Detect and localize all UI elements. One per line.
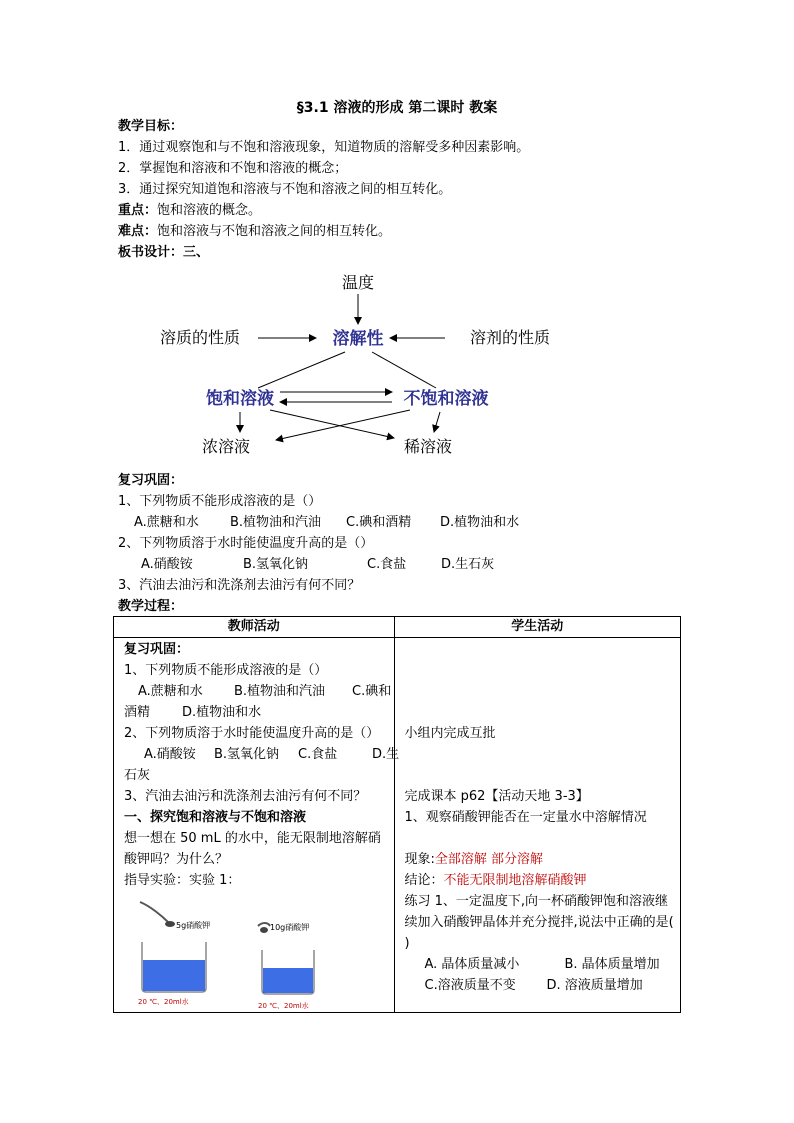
teacher-think-line2: 酸钾吗？为什么？ — [124, 852, 229, 867]
teacher-q1-opt-b: B.植物油和汽油 — [234, 684, 326, 699]
col-student-header: 学生活动 — [394, 617, 681, 638]
temperature-label: 温度 — [341, 273, 375, 292]
q1-option-c: C.碘和酒精 — [346, 515, 412, 530]
teacher-q1: 1、下列物质不能形成溶液的是（） — [124, 663, 328, 678]
teacher-guide: 指导实验：实验 1： — [124, 873, 241, 888]
review-heading: 复习巩固： — [118, 473, 184, 488]
key-point-text: 饱和溶液的概念。 — [157, 203, 262, 218]
line-solubility-saturated — [258, 352, 345, 388]
concentrated-label: 浓溶液 — [201, 437, 251, 456]
beaker-1-caption: 20 ℃、20ml水 — [138, 998, 189, 1006]
q1-option-a: A.蔗糖和水 — [134, 515, 199, 530]
solute-nature-label: 溶质的性质 — [159, 328, 241, 347]
key-point-label: 重点： — [118, 203, 158, 218]
arrow-unsaturated-dilute — [434, 412, 440, 432]
beaker-1-label: 5g硝酸钾 — [176, 921, 211, 930]
student-activity: 完成课本 p62【活动天地 3-3】 — [404, 789, 589, 804]
beaker-illustration-1 — [132, 896, 232, 1008]
unsaturated-label: 不饱和溶液 — [403, 389, 489, 409]
teacher-q2-opt-a: A.硝酸铵 — [144, 747, 196, 762]
teacher-q1-opt-c-cont: 酒精 — [124, 705, 151, 720]
teacher-q1-opt-d: D.植物油和水 — [182, 705, 262, 720]
student-conclusion — [405, 870, 587, 891]
teacher-q1-opt-c: C.碘和 — [352, 684, 392, 699]
spatula-2-head — [260, 927, 268, 933]
dilute-label: 稀溶液 — [403, 437, 453, 456]
solvent-nature-label: 溶剂的性质 — [469, 328, 551, 347]
table-header-row — [114, 617, 681, 638]
q2-option-b: B.氢氧化钠 — [243, 557, 309, 572]
phenomenon-label: 现象: — [404, 852, 435, 867]
solubility-label: 溶解性 — [332, 329, 384, 349]
process-heading: 教学过程： — [118, 599, 184, 614]
student-peer-check: 小组内完成互批 — [404, 726, 496, 741]
key-point — [118, 201, 261, 221]
q1-option-b: B.植物油和汽油 — [230, 515, 322, 530]
col-teacher-header: 教师活动 — [114, 617, 395, 638]
teacher-q3: 3、汽油去油污和洗涤剂去油污有何不同？ — [124, 789, 367, 804]
teacher-cell — [114, 638, 400, 1013]
review-q3: 3、汽油去油污和洗涤剂去油污有何不同？ — [118, 578, 361, 593]
conclusion-value: 不能无限制地溶解硝酸钾 — [443, 873, 587, 888]
student-phenomenon — [405, 849, 544, 870]
teacher-q2-opt-d: D.生 — [372, 747, 400, 762]
beaker-illustration-2 — [252, 918, 342, 1012]
concept-diagram — [140, 268, 560, 468]
process-table — [113, 616, 681, 1013]
q2-option-d: D.生石灰 — [441, 557, 495, 572]
student-option-b: B. 晶体质量增加 — [564, 957, 660, 972]
teacher-q1-opt-a: A.蔗糖和水 — [138, 684, 203, 699]
teacher-review-heading: 复习巩固： — [124, 642, 190, 657]
beaker-2-caption: 20 ℃、20ml水 — [258, 1002, 309, 1010]
q1-option-d: D.植物油和水 — [440, 515, 520, 530]
teacher-q2-options-line2: 石灰 — [124, 768, 151, 783]
spatula-1 — [140, 902, 168, 922]
objective-3: 3．通过探究知道饱和溶液与不饱和溶液之间的相互转化。 — [118, 182, 452, 197]
arrow-saturated-dilute — [270, 410, 394, 438]
difficulty-text: 饱和溶液与不饱和溶液之间的相互转化。 — [157, 224, 392, 239]
spatula-1-head — [165, 921, 175, 927]
spatula-2 — [258, 923, 270, 926]
conclusion-label: 结论： — [404, 873, 444, 888]
q2-option-c: C.食盐 — [367, 557, 407, 572]
student-option-d: D. 溶液质量增加 — [546, 978, 643, 993]
objective-1: 1．通过观察饱和与不饱和溶液现象，知道物质的溶解受多种因素影响。 — [118, 140, 530, 155]
teacher-q2-opt-c: C.食盐 — [298, 747, 338, 762]
table-row — [114, 638, 681, 1013]
review-q1: 1、下列物质不能形成溶液的是（） — [118, 494, 322, 509]
board-design-heading: 板书设计：三、 — [118, 245, 210, 260]
phenomenon-value: 全部溶解 部分溶解 — [434, 852, 544, 867]
beaker-2-water — [263, 968, 313, 993]
teacher-think-line1: 想一想在 50 mL 的水中，能无限制地溶解硝 — [124, 831, 381, 846]
beaker-2-label: 10g硝酸钾 — [270, 923, 310, 932]
student-exercise: 练习 1、一定温度下,向一杯硝酸钾饱和溶液继续加入硝酸钾晶体并充分搅拌,说法中正确的是( ) — [404, 894, 674, 951]
student-option-c: C.溶液质量不变 — [424, 978, 516, 993]
student-option-a: A. 晶体质量减小 — [424, 957, 520, 972]
student-cell — [394, 638, 681, 1013]
beaker-1-water — [143, 960, 205, 991]
objective-2: 2．掌握饱和溶液和不饱和溶液的概念； — [118, 161, 348, 176]
saturated-label: 饱和溶液 — [206, 389, 274, 409]
review-q2: 2、下列物质溶于水时能使温度升高的是（） — [118, 536, 374, 551]
q2-option-a: A.硝酸铵 — [141, 557, 193, 572]
objectives-heading: 教学目标： — [118, 119, 184, 134]
arrow-unsaturated-concentrated — [276, 410, 410, 440]
student-observe: 1、观察硝酸钾能否在一定量水中溶解情况 — [404, 810, 647, 825]
difficulty-label: 难点： — [118, 224, 158, 239]
line-solubility-unsaturated — [372, 352, 436, 388]
page-title: §3.1 溶液的形成 第二课时 教案 — [296, 100, 498, 116]
teacher-q2: 2、下列物质溶于水时能使温度升高的是（） — [124, 726, 380, 741]
difficulty — [118, 222, 391, 242]
teacher-q2-opt-b: B.氢氧化钠 — [214, 747, 280, 762]
teacher-explore-heading: 一、探究饱和溶液与不饱和溶液 — [124, 810, 307, 825]
